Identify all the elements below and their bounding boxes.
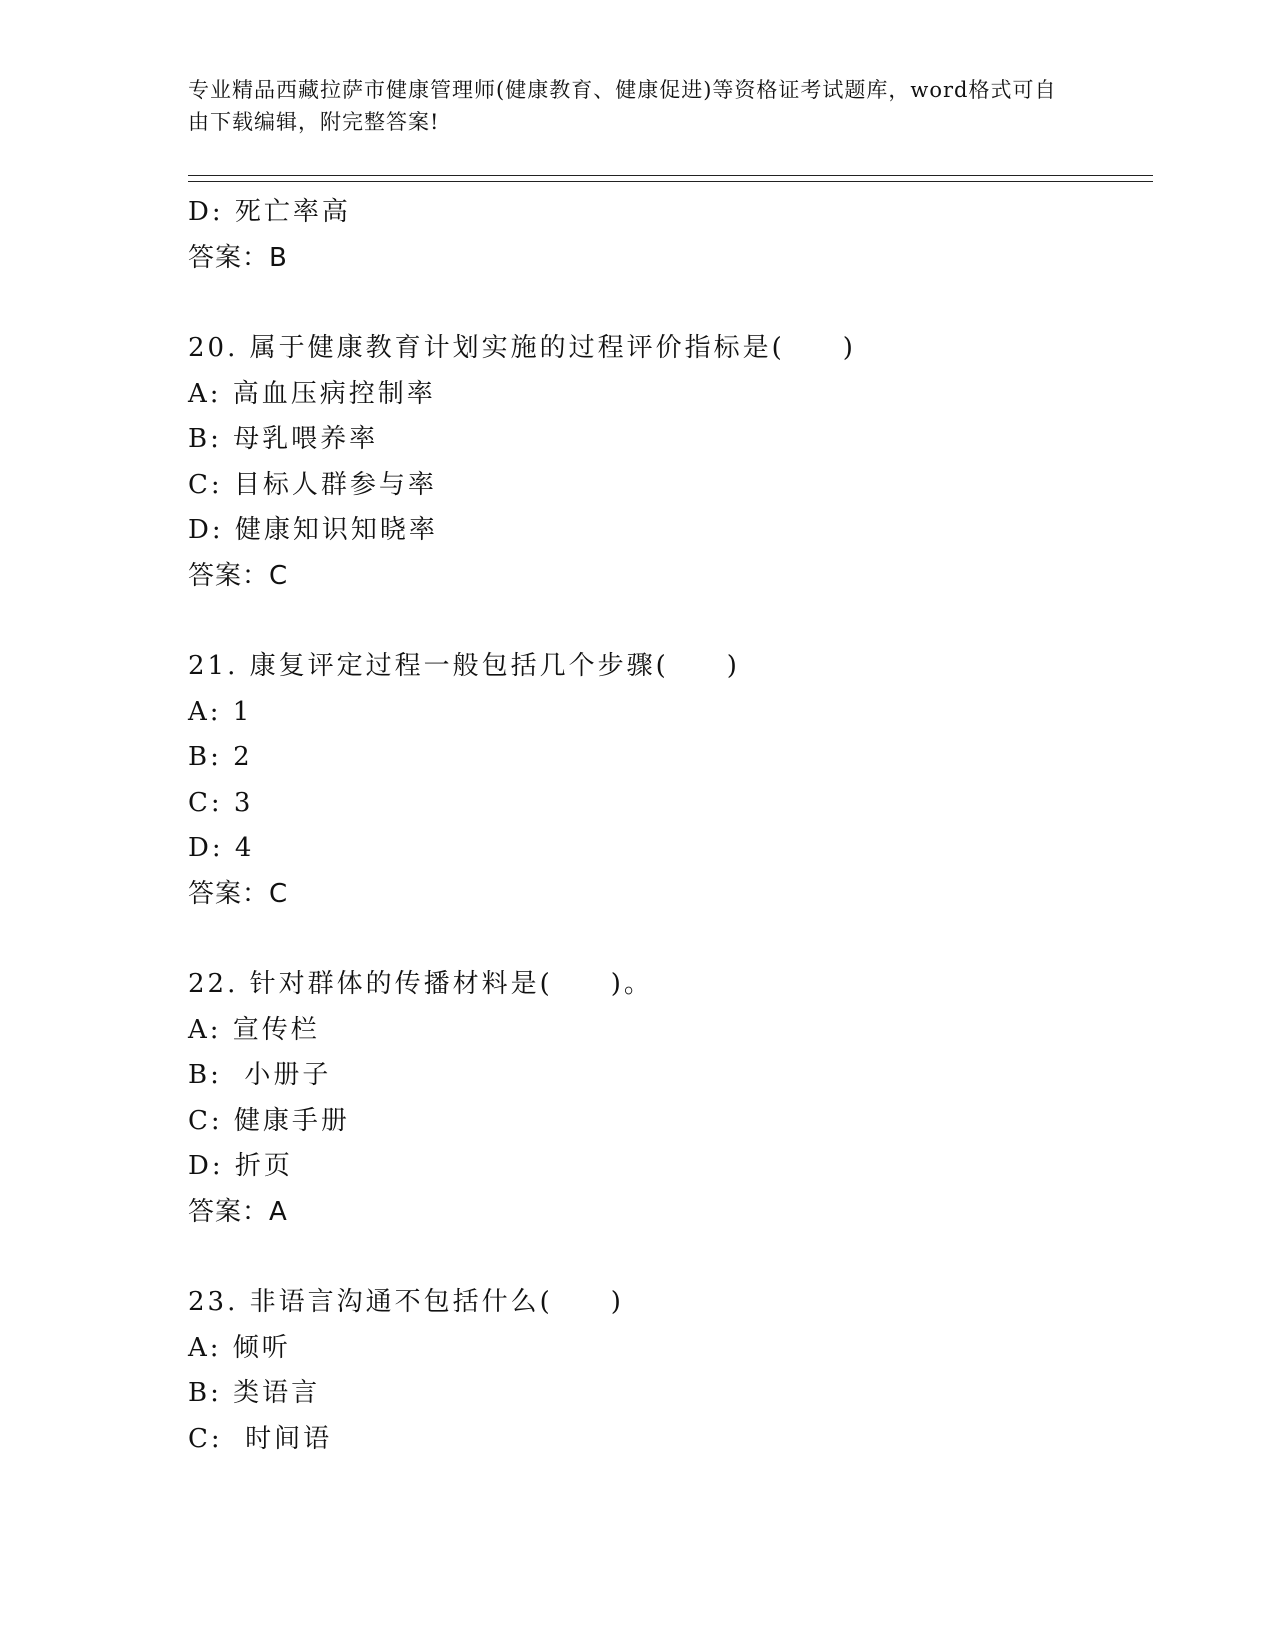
question-stem: 20. 属于健康教育计划实施的过程评价指标是( ) [188,333,856,363]
option-c: C: 3 [188,787,254,818]
answer: 答案：C [188,560,289,591]
option-a: A: 高血压病控制率 [188,378,436,409]
question-20 [188,326,1148,599]
option-b: B: 小册子 [188,1060,332,1090]
option-d: D: 折页 [188,1151,293,1181]
question-22 [188,962,1148,1235]
question-stem: 21. 康复评定过程一般包括几个步骤( ) [188,651,740,681]
option-a: A: 倾听 [188,1332,291,1363]
option-d: D: 健康知识知晓率 [188,515,438,545]
answer-prev: 答案：B [188,242,288,273]
header-rule-bottom [188,181,1153,182]
option-a: A: 1 [188,696,253,727]
question-21 [188,644,1148,917]
option-c: C: 健康手册 [188,1105,350,1136]
option-d-prev: D: 死亡率高 [188,197,351,227]
question-stem: 22. 针对群体的传播材料是( )。 [188,969,653,999]
option-a: A: 宣传栏 [188,1014,320,1045]
option-d: D: 4 [188,833,255,863]
question-list [188,190,1148,1462]
option-c: C: 时间语 [188,1423,333,1454]
option-c: C: 目标人群参与率 [188,469,437,500]
option-b: B: 2 [188,742,253,772]
document-header: 专业精品西藏拉萨市健康管理师(健康教育、健康促进)等资格证考试题库，word格式可自由下载编辑，附完整答案! [188,78,1057,134]
option-b: B: 类语言 [188,1378,321,1408]
option-b: B: 母乳喂养率 [188,424,379,454]
question-stem: 23. 非语言沟通不包括什么( ) [188,1287,624,1317]
answer: 答案：A [188,1196,288,1227]
header-rule-top [188,175,1153,176]
answer: 答案：C [188,878,289,909]
question-23 [188,1280,1148,1462]
